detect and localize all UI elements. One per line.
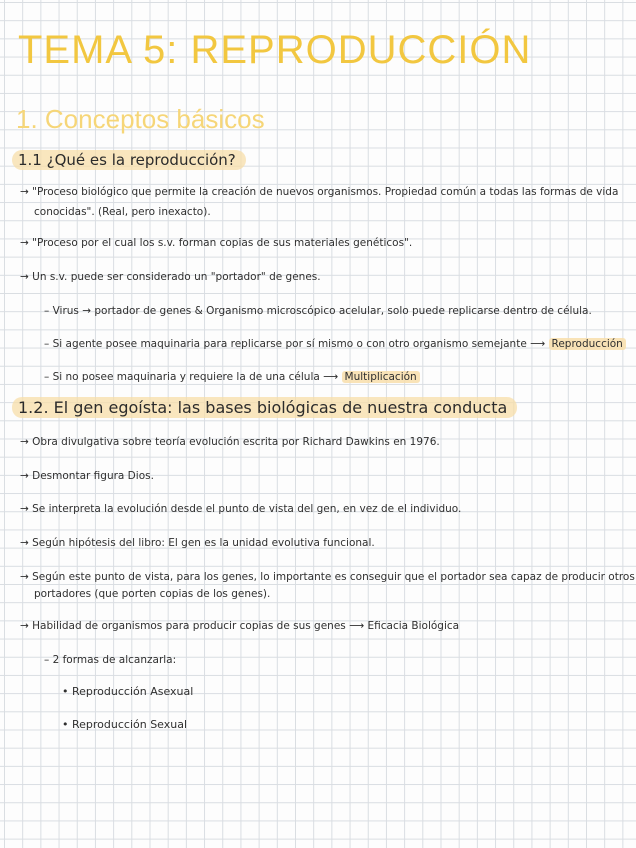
- section-heading-1-2: 1.2. El gen egoísta: las bases biológicas de nuestra conducta: [12, 397, 517, 418]
- ways-to-achieve: – 2 formas de alcanzarla:: [44, 654, 177, 666]
- page-title: TEMA 5: REPRODUCCIÓN: [18, 28, 532, 72]
- selfish-gene-line-2: → Desmontar figura Dios.: [20, 470, 154, 482]
- sexual-reproduction-item: • Reproducción Sexual: [62, 718, 188, 731]
- page-subtitle: 1. Conceptos básicos: [16, 104, 265, 134]
- definition-2: → "Proceso por el cual los s.v. forman copias de sus materiales genéticos".: [20, 237, 413, 249]
- definition-1-line-b: conocidas". (Real, pero inexacto).: [34, 206, 211, 218]
- virus-note: – Virus → portador de genes & Organismo microscópico acelular, solo puede replicarse dentro de célula.: [44, 305, 592, 317]
- no-machinery-note: [44, 371, 420, 383]
- reproduction-highlight: Reproducción: [549, 338, 626, 350]
- selfish-gene-line-5a: → Según este punto de vista, para los genes, lo importante es conseguir que el portador sea capaz de producir otros: [20, 571, 635, 583]
- asexual-reproduction-item: • Reproducción Asexual: [62, 685, 194, 698]
- definition-3: → Un s.v. puede ser considerado un "portador" de genes.: [20, 271, 321, 283]
- selfish-gene-line-1: → Obra divulgativa sobre teoría evolución escrita por Richard Dawkins en 1976.: [20, 436, 440, 448]
- selfish-gene-line-3: → Se interpreta la evolución desde el punto de vista del gen, en vez de el individuo.: [20, 503, 462, 515]
- agent-note-text: – Si agente posee maquinaria para replicarse por sí mismo o con otro organismo semejante ⟶: [44, 338, 546, 350]
- agent-note: [44, 338, 626, 350]
- selfish-gene-line-4: → Según hipótesis del libro: El gen es la unidad evolutiva funcional.: [20, 537, 375, 549]
- multiplication-highlight: Multiplicación: [342, 371, 420, 383]
- selfish-gene-line-5b: portadores (que porten copias de los genes).: [34, 588, 271, 600]
- selfish-gene-line-6: → Habilidad de organismos para producir copias de sus genes ⟶ Eficacia Biológica: [20, 620, 460, 632]
- section-heading-1-1: 1.1 ¿Qué es la reproducción?: [12, 150, 246, 170]
- no-machinery-text: – Si no posee maquinaria y requiere la de una célula ⟶: [44, 371, 339, 383]
- definition-1-line-a: → "Proceso biológico que permite la creación de nuevos organismos. Propiedad común a todas las formas de vida: [20, 186, 619, 198]
